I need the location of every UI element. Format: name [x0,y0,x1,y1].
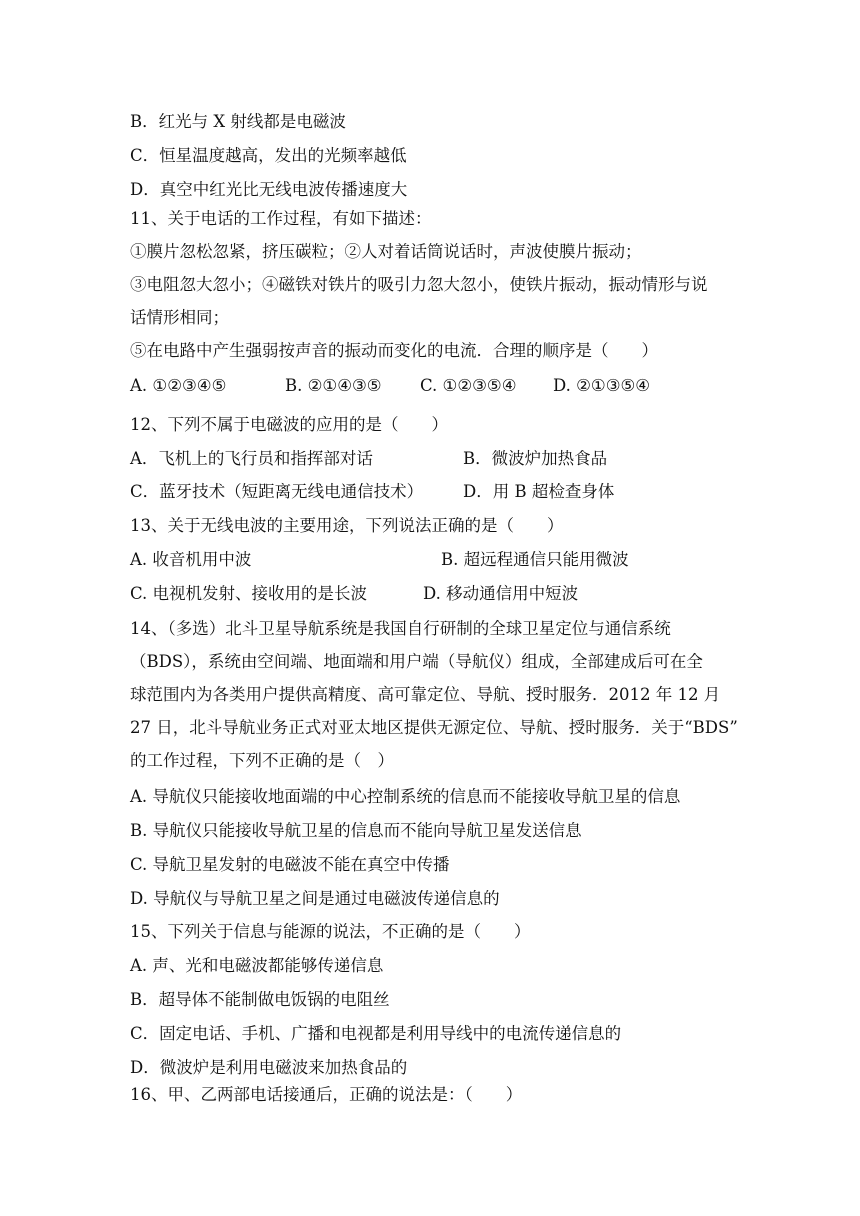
q12-option-c: C．蓝牙技术（短距离无线电通信技术） [130,482,424,501]
q11-option-d: D. ②①③⑤④ [553,376,651,395]
q10-option-c: C．恒星温度越高，发出的光频率越低 [130,146,407,165]
q12-option-d: D．用 B 超检查身体 [463,482,615,501]
q11-option-b: B. ②①④③⑤ [285,376,382,395]
q16-stem: 16、甲、乙两部电话接通后，正确的说法是：（ ） [130,1085,523,1104]
q15-option-d: D．微波炉是利用电磁波来加热食品的 [130,1058,408,1077]
q13-option-a: A. 收音机用中波 [130,550,252,569]
q13-option-d: D. 移动通信用中短波 [423,584,579,603]
q14-option-a: A. 导航仪只能接收地面端的中心控制系统的信息而不能接收导航卫星的信息 [130,787,681,806]
q13-option-b: B. 超远程通信只能用微波 [441,550,629,569]
q11-line-4: ⑤在电路中产生强弱按声音的振动而变化的电流．合理的顺序是（ ） [130,341,658,360]
q14-line-3: 球范围内为各类用户提供高精度、高可靠定位、导航、授时服务．2012 年 12 月 [130,685,721,704]
q14-option-d: D. 导航仪与导航卫星之间是通过电磁波传递信息的 [130,889,500,908]
q14-line-2: （BDS），系统由空间端、地面端和用户端（导航仪）组成，全部建成后可在全 [130,652,703,671]
q11-stem: 11、关于电话的工作过程，有如下描述： [130,209,432,228]
q14-line-1: 14、（多选）北斗卫星导航系统是我国自行研制的全球卫星定位与通信系统 [130,619,671,638]
q14-option-b: B. 导航仪只能接收导航卫星的信息而不能向导航卫星发送信息 [130,821,582,840]
q11-line-3: 话情形相同； [130,308,229,327]
q14-line-5: 的工作过程，下列不正确的是（ ） [130,751,394,770]
q14-option-c: C. 导航卫星发射的电磁波不能在真空中传播 [130,855,450,874]
q11-option-c: C. ①②③⑤④ [420,376,517,395]
q10-option-d: D．真空中红光比无线电波传播速度大 [130,180,408,199]
q12-option-b: B．微波炉加热食品 [463,449,608,468]
q11-option-a: A. ①②③④⑤ [130,376,227,395]
q13-stem: 13、关于无线电波的主要用途，下列说法正确的是（ ） [130,516,564,535]
q10-option-b: B．红光与 X 射线都是电磁波 [130,112,346,131]
q12-stem: 12、下列不属于电磁波的应用的是（ ） [130,415,448,434]
q11-line-2: ③电阻忽大忽小；④磁铁对铁片的吸引力忽大忽小，使铁片振动，振动情形与说 [130,275,708,294]
q11-line-1: ①膜片忽松忽紧，挤压碳粒；②人对着话筒说话时，声波使膜片振动； [130,242,642,261]
q15-option-c: C．固定电话、手机、广播和电视都是利用导线中的电流传递信息的 [130,1024,622,1043]
q15-stem: 15、下列关于信息与能源的说法，不正确的是（ ） [130,922,531,941]
q15-option-a: A. 声、光和电磁波都能够传递信息 [130,956,384,975]
q12-option-a: A．飞机上的飞行员和指挥部对话 [130,449,373,468]
q15-option-b: B．超导体不能制做电饭锅的电阻丝 [130,990,390,1009]
q13-option-c: C. 电视机发射、接收用的是长波 [130,584,368,603]
q14-line-4: 27 日，北斗导航业务正式对亚太地区提供无源定位、导航、授时服务．关于“BDS” [130,718,738,737]
